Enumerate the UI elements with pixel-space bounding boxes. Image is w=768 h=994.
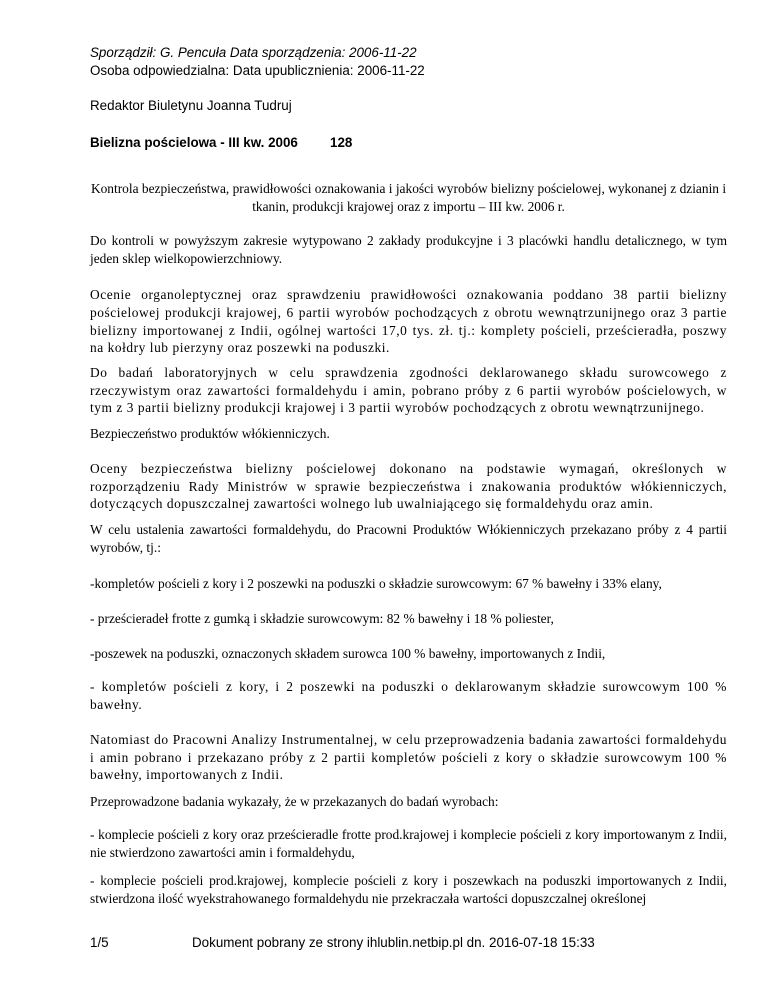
paragraph: Natomiast do Pracowni Analizy Instrumentalnej, w celu przeprowadzenia badania zawartości formaldehydu i amin pobrano i przekazano próby z 2 partii kompletów pościeli z kory o składzie surowcowym 100 % bawełny, importowanych z Indii. — [90, 732, 727, 782]
paragraph: Do badań laboratoryjnych w celu sprawdzenia zgodności deklarowanego składu surowcowego z rzeczywistym oraz zawartości formaldehydu i amin, pobrano próby z 6 partii wyrobów pościelowych, w tym z 3 partii bielizny produkcji krajowej i 3 partii wyrobów pochodzących z obrotu wewnątrzunijnego. — [90, 365, 727, 415]
paragraph-intro: Kontrola bezpieczeństwa, prawidłowości oznakowania i jakości wyrobów bielizny pościelowej, wykonanej z dzianin i tkanin, produkcji krajowej oraz z importu – III kw. 2006 r. — [90, 181, 727, 214]
list-item: -poszewek na poduszki, oznaczonych składem surowca 100 % bawełny, importowanych z Indii, — [90, 646, 606, 661]
list-item: - kompletów pościeli z kory, i 2 poszewki na poduszki o deklarowanym składzie surowcowym 100 % bawełny. — [90, 679, 727, 712]
page-number: 1/5 — [90, 935, 109, 950]
list-item: - prześcieradeł frotte z gumką i składzie surowcowym: 82 % bawełny i 18 % poliester, — [90, 611, 554, 626]
paragraph: W celu ustalenia zawartości formaldehydu, do Pracowni Produktów Włókienniczych przekazano próby z 4 partii wyrobów, tj.: — [90, 522, 727, 555]
paragraph: Ocenie organoleptycznej oraz sprawdzeniu prawidłowości oznakowania poddano 38 partii bielizny pościelowej produkcji krajowej, 6 partii wyrobów pochodzących z obrotu wewnątrzunijnego oraz 3 partie bielizny importowanej z Indii, ogólnej wartości 17,0 tys. zł. tj.: komplety pościeli, prześcieradła, poszwy na kołdry lub pierzyny oraz poszewki na poduszki. — [90, 287, 727, 356]
list-item: - komplecie pościeli z kory oraz prześcieradle frotte prod.krajowej i komplecie pościeli z kory importowanym z Indii, nie stwierdzono zawartości amin i formaldehydu, — [90, 827, 727, 860]
document-title — [90, 135, 353, 151]
paragraph: Oceny bezpieczeństwa bielizny pościelowej dokonano na podstawie wymagań, określonych w rozporządzeniu Rady Ministrów w sprawie bezpieczeństwa i znakowania produktów włókienniczych, dotyczących dopuszczalnej zawartości wolnego lub uwalniającego się formaldehydu oraz amin. — [90, 461, 727, 511]
header-editor-line: Redaktor Biuletynu Joanna Tudruj — [90, 98, 292, 113]
title-number: 128 — [330, 135, 353, 150]
list-item: -kompletów pościeli z kory i 2 poszewki na poduszki o składzie surowcowym: 67 % bawełny i 33% elany, — [90, 576, 662, 591]
footer-source-note: Dokument pobrany ze strony ihlublin.netbip.pl dn. 2016-07-18 15:33 — [192, 935, 595, 950]
header-responsible-line: Osoba odpowiedzialna: Data upublicznienia: 2006-11-22 — [90, 63, 425, 78]
paragraph: Do kontroli w powyższym zakresie wytypowano 2 zakłady produkcyjne i 3 placówki handlu detalicznego, w tym jeden sklep wielkopowierzchniowy. — [90, 233, 727, 266]
list-item: - komplecie pościeli prod.krajowej, komplecie pościeli z kory i poszewkach na poduszki importowanych z Indii, stwierdzona ilość wyekstrahowanego formaldehydu nie przekraczała wartości dopuszczalnej określonej — [90, 873, 727, 906]
header-author-line: Sporządził: G. Pencuła Data sporządzenia: 2006-11-22 — [90, 45, 417, 60]
paragraph-heading: Bezpieczeństwo produktów włókienniczych. — [90, 426, 330, 441]
title-text: Bielizna pościelowa - III kw. 2006 — [90, 135, 298, 150]
paragraph: Przeprowadzone badania wykazały, że w przekazanych do badań wyrobach: — [90, 794, 499, 809]
